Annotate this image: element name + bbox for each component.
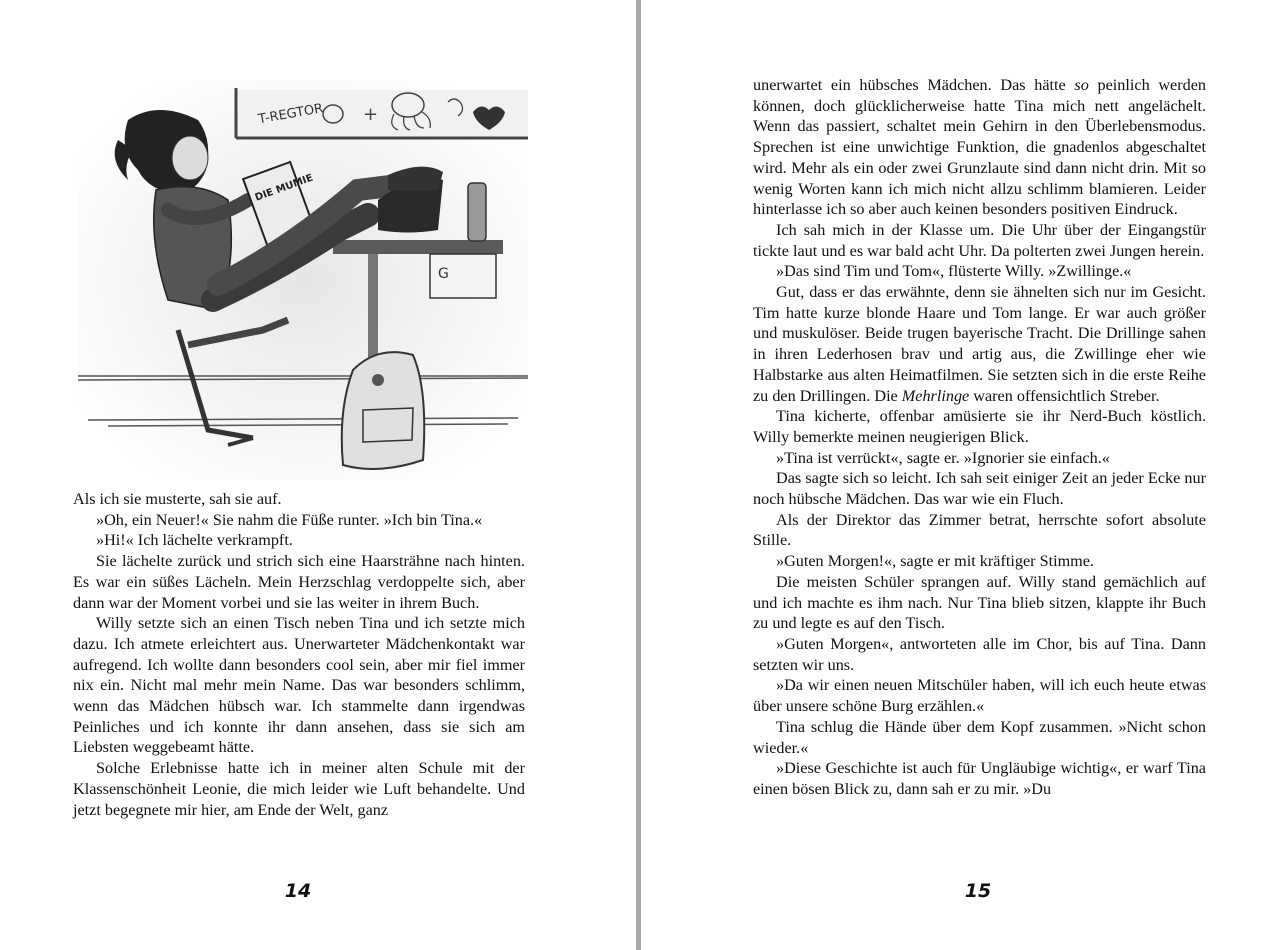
paragraph: »Tina ist verrückt«, sagte er. »Ignorier sie einfach.« [776, 448, 1110, 467]
page-number-right: 15 [964, 880, 992, 902]
left-page-text [73, 489, 525, 820]
page-number-left: 14 [284, 880, 312, 902]
paragraph: Willy setzte sich an einen Tisch neben Tina und ich setzte mich dazu. Ich atmete erleichtert aus. Unerwarteter Mädchenkontakt war aufregend. Ich wollte dann besonders cool sein, aber mir fiel immer nix ein. Nicht mal mehr mein Name. Das war besonders schlimm, wenn das Mädchen hübsch war. Ich stammelte dann irgendwas Peinliches und ich konnte ihr dann ansehen, dass sie sich am Liebsten weggebeamt hätte. [73, 614, 525, 757]
box-label: G [438, 266, 449, 282]
paragraph: »Diese Geschichte ist auch für Ungläubige wichtig«, er warf Tina einen bösen Blick zu, dann sah er zu mir. »Du [753, 759, 1206, 798]
paragraph: Sie lächelte zurück und strich sich eine Haarsträhne nach hinten. Es war ein süßes Lächeln. Mein Herzschlag verdoppelte sich, aber dann war der Moment vorbei und sie las weiter in ihrem Buch. [73, 552, 525, 612]
text-run: unerwartet ein hübsches Mädchen. Das hätte [753, 76, 1075, 94]
text-run: Gut, dass er das erwähnte, denn sie ähnelten sich nur im Gesicht. Tim hatte kurze blonde Haare und Tom lange. Er war auch größer und muskulöser. Beide trugen bayerische Tracht. Die Drillinge sahen in ihren Lederhosen brav und artig aus, die Zwillinge eher wie Halbstarke aus alten Heimatfilmen. Sie setzten sich in die erste Reihe zu den Drillingen. Die [753, 283, 1206, 405]
text-run: waren offensichtlich Streber. [969, 386, 1160, 405]
paragraph: Als der Direktor das Zimmer betrat, herrschte sofort absolute Stille. [753, 510, 1206, 550]
emphasis-so: so [1074, 76, 1089, 94]
comic-box [430, 254, 496, 298]
paragraph: Die meisten Schüler sprangen auf. Willy stand gemächlich auf und ich machte es ihm nach. Nur Tina blieb sitzen, klappte ihr Buch zu und legte es auf den Tisch. [753, 572, 1206, 633]
water-bottle [468, 183, 486, 241]
board-plus-sign: + [363, 104, 379, 125]
backpack [342, 352, 425, 469]
emphasis-mehrlinge: Mehrlinge [901, 386, 970, 405]
right-page-text [753, 75, 1206, 800]
paragraph: »Da wir einen neuen Mitschüler haben, will ich euch heute etwas über unsere schöne Burg erzählen.« [753, 676, 1206, 716]
board-text: T-REGTOR [257, 101, 325, 128]
text-run: peinlich werden können, doch glücklicherweise hatte Tina mich nett angelächelt. Wenn das passiert, schaltet mein Gehirn in den Überlebensmodus. Sprechen ist eine unwichtige Funktion, die gnadenlos abgeschaltet wird. Mehr als ein oder zwei Grunzlaute sind dann nicht drin. Mit so wenig Worten kann ich mich nicht allzu schlimm blamieren. Leider hinterlasse ich so aber auch keinen besonders positiven Eindruck. [753, 76, 1206, 219]
paragraph: »Guten Morgen!«, sagte er mit kräftiger Stimme. [776, 552, 1094, 571]
paragraph [753, 75, 1206, 220]
paragraph: »Oh, ein Neuer!« Sie nahm die Füße runter. »Ich bin Tina.« [96, 510, 483, 529]
paragraph [753, 282, 1206, 406]
right-page [641, 0, 1270, 950]
paragraph: Ich sah mich in der Klasse um. Die Uhr über der Eingangstür tickte laut und es war bald acht Uhr. Da polterten zwei Jungen herein. [753, 220, 1206, 260]
chalkboard [236, 88, 528, 138]
paragraph: Tina schlug die Hände über dem Kopf zusammen. »Nicht schon wieder.« [753, 717, 1206, 757]
girl-reading-illustration [78, 80, 528, 480]
paragraph: »Guten Morgen«, antworteten alle im Chor, bis auf Tina. Dann setzten wir uns. [753, 634, 1206, 674]
paragraph: Solche Erlebnisse hatte ich in meiner alten Schule mit der Klassenschönheit Leonie, die mich leider wie Luft behandelte. Und jetzt begegnete mir hier, am Ende der Welt, ganz [73, 759, 525, 819]
paragraph: Das sagte sich so leicht. Ich sah seit einiger Zeit an jeder Ecke nur noch hübsche Mädchen. Das war wie ein Fluch. [753, 469, 1206, 509]
paragraph: Als ich sie musterte, sah sie auf. [73, 490, 282, 508]
paragraph: »Das sind Tim und Tom«, flüsterte Willy. »Zwillinge.« [776, 262, 1132, 281]
magazine-title: DIE MUMIE [253, 172, 315, 204]
paragraph: Tina kicherte, offenbar amüsierte sie ihr Nerd-Buch köstlich. Willy bemerkte meinen neugierigen Blick. [753, 407, 1206, 446]
paragraph: »Hi!« Ich lächelte verkrampft. [96, 531, 293, 550]
